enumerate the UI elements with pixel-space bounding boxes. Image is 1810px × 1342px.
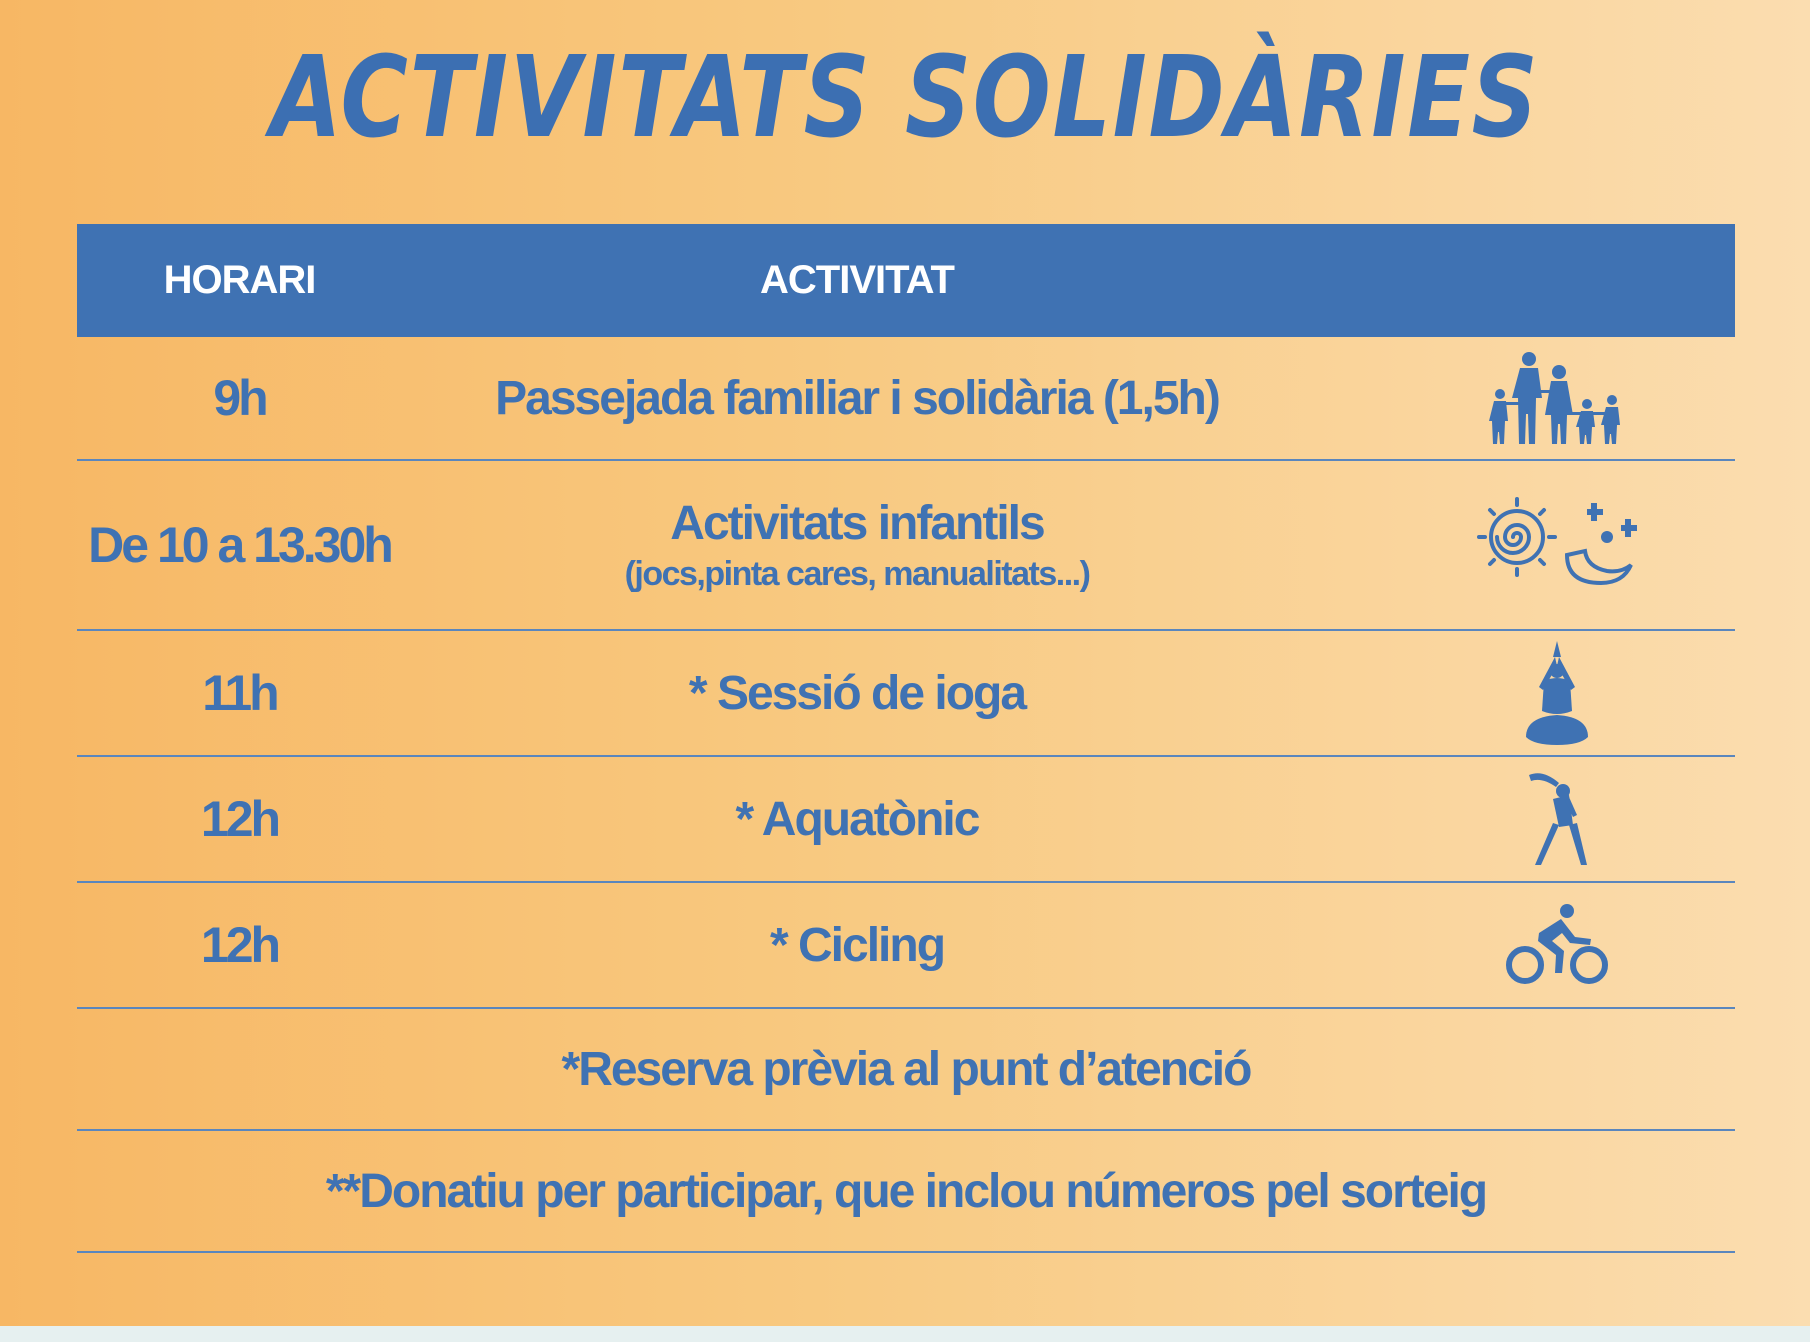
row-time: 11h bbox=[202, 665, 277, 721]
row-time: 12h bbox=[200, 917, 279, 973]
row-activity-sub: (jocs,pinta cares, manualitats...) bbox=[624, 555, 1090, 593]
header-activity: ACTIVITAT bbox=[760, 258, 954, 302]
donation-note: **Donatiu per participar, que inclou números pel sorteig bbox=[77, 1131, 1735, 1253]
family-walk-icon bbox=[1467, 337, 1647, 459]
activity-table bbox=[77, 224, 1735, 1253]
face-paint-icon bbox=[1467, 461, 1647, 629]
table-row bbox=[77, 883, 1735, 1009]
row-activity-label: * Aquatònic bbox=[735, 792, 979, 846]
row-time: 9h bbox=[213, 370, 266, 426]
row-activity-label: Passejada familiar i solidària (1,5h) bbox=[495, 371, 1219, 425]
row-activity bbox=[402, 461, 1312, 629]
stretching-icon bbox=[1467, 757, 1647, 881]
reservation-note: *Reserva prèvia al punt d’atenció bbox=[77, 1009, 1735, 1131]
yoga-icon bbox=[1467, 631, 1647, 755]
row-time: 12h bbox=[200, 791, 279, 847]
row-time: De 10 a 13.30h bbox=[88, 517, 391, 573]
row-activity bbox=[402, 883, 1312, 1007]
table-row bbox=[77, 461, 1735, 631]
table-row bbox=[77, 337, 1735, 461]
table-row bbox=[77, 631, 1735, 757]
row-activity-label: Activitats infantils bbox=[670, 497, 1044, 550]
bottom-strip bbox=[0, 1326, 1810, 1342]
row-activity bbox=[402, 337, 1312, 459]
table-header bbox=[77, 224, 1735, 337]
row-activity-label: * Sessió de ioga bbox=[688, 666, 1026, 720]
row-activity-label: * Cicling bbox=[769, 918, 945, 972]
row-activity bbox=[402, 757, 1312, 881]
cycling-icon bbox=[1467, 883, 1647, 1007]
table-row bbox=[77, 757, 1735, 883]
row-activity bbox=[402, 631, 1312, 755]
header-time: HORARI bbox=[163, 258, 316, 302]
page-title: ACTIVITATS SOLIDÀRIES bbox=[270, 33, 1540, 163]
